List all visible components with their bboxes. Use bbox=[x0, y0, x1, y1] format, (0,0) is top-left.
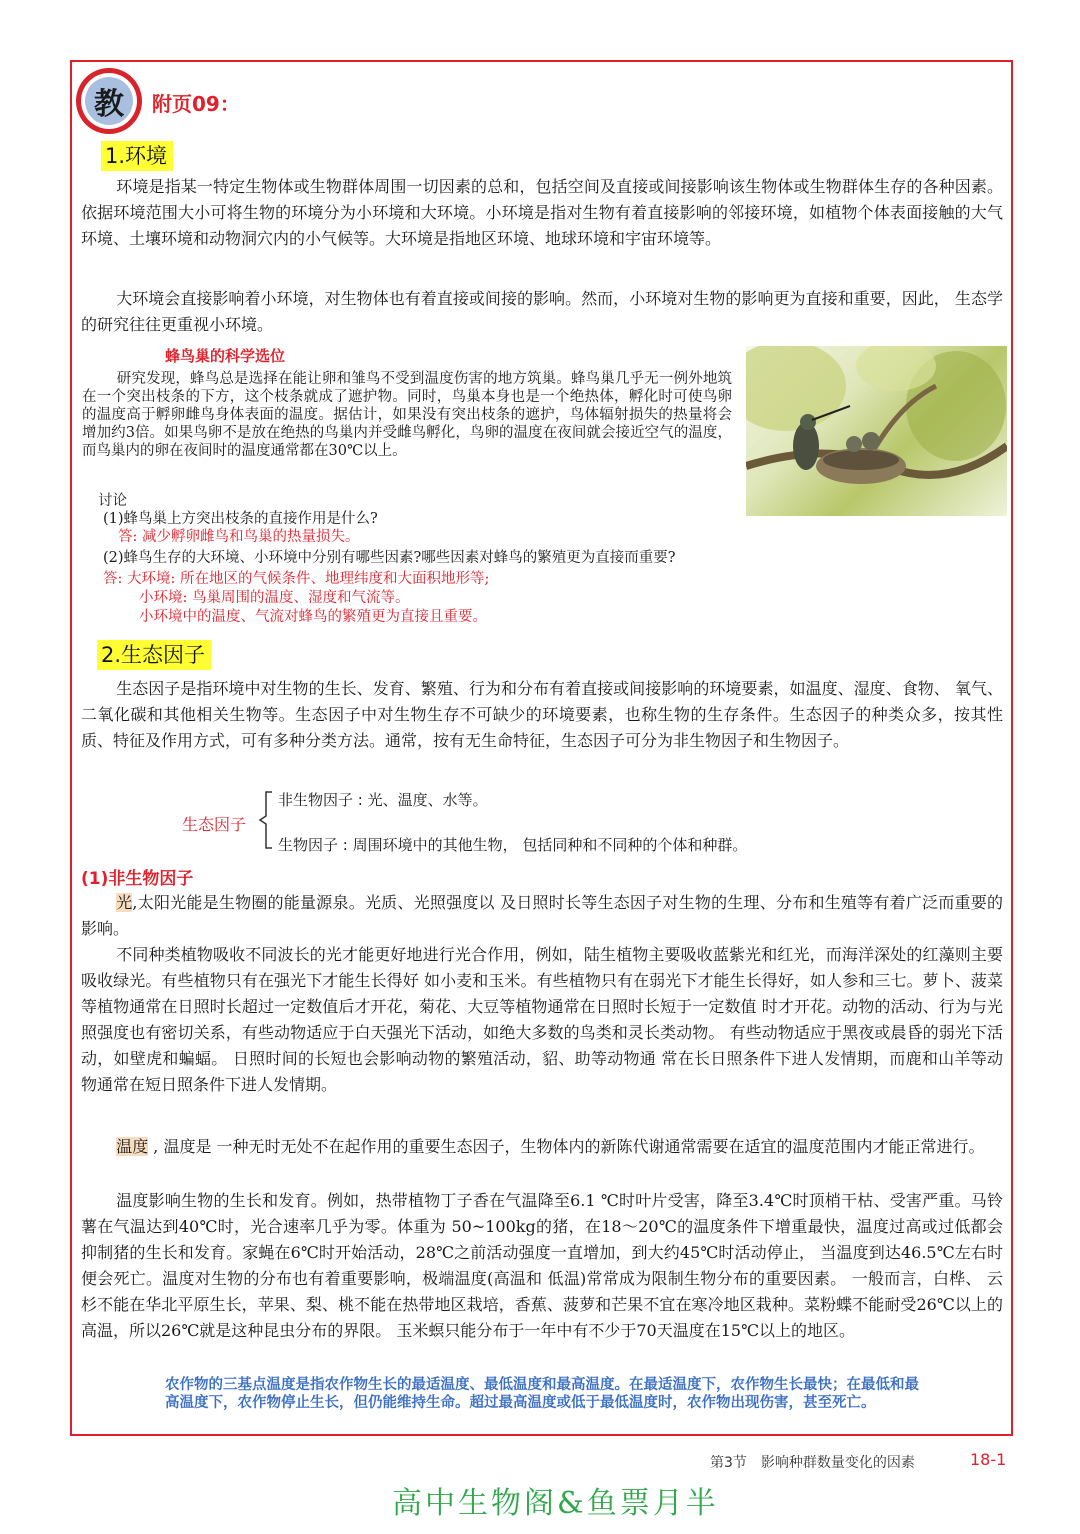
section1-paragraph2: 大环境会直接影响着小环境，对生物体也有着直接或间接的影响。然而，小环境对生物的影响更为直接和重要，因此， 生态学的研究往往更重视小环境。 bbox=[81, 289, 1003, 334]
discussion-label: 讨论 bbox=[98, 493, 127, 509]
section2-title: 2.生态因子 bbox=[97, 640, 211, 670]
light-paragraph2: 不同种类植物吸收不同波长的光才能更好地进行光合作用，例如，陆生植物主要吸收蓝紫光和红光，而海洋深处的红藻则主要吸收绿光。有些植物只有在强光下才能生长得好 如小麦和玉米。有些植物只有在弱光下才能生长得好，如人参和三七。萝卜、菠菜等植物通常在日照时长超过一定数值后才开花，菊花、大豆等植物通常在日照时长短于一定数值 时才开花。动物的活动、行为与光照强度也有密切关系，有些动物适应于白天强光下活动，如绝大多数的鸟类和灵长类动物。 有些动物适应于黑夜或晨昏的弱光下活动，如壁虎和蝙蝠。 日照时间的长短也会影响动物的繁殖活动，貂、助等动物通 常在长日照条件下进人发情期，而鹿和山羊等动物通常在短日照条件下进人发情期。 bbox=[81, 945, 1003, 1094]
question-2: (2)蜂鸟生存的大环境、小环境中分别有哪些因素?哪些因素对蜂鸟的繁殖更为直接而重要? bbox=[103, 550, 676, 566]
footer-section: 第3节 影响种群数量变化的因素 bbox=[710, 1455, 915, 1471]
eco-factor-label: 生态因子 bbox=[182, 815, 247, 834]
watermark: 高中生物阁&鱼票月半 bbox=[392, 1486, 719, 1521]
light-keyword: 光 bbox=[116, 893, 133, 912]
answer-2-line3: 小环境中的温度、气流对蜂鸟的繁殖更为直接且重要。 bbox=[139, 609, 487, 625]
section1-paragraph1: 环境是指某一特定生物体或生物群体周围一切因素的总和，包括空间及直接或间接影响该生物体或生物群体生存的各种因素。依据环境范围大小可将生物的环境分为小环境和大环境。小环境是指对生物有着直接影响的邻接环境，如植物个体表面接触的大气环境、土壤环境和动物洞穴内的小气候等。大环境是指地区环境、地球环境和宇宙环境等。 bbox=[81, 177, 1003, 248]
answer-1: 答: 减少孵卵雌鸟和鸟巢的热量损失。 bbox=[118, 529, 360, 545]
crop-temperature-note: 农作物的三基点温度是指农作物生长的最适温度、最低温度和最高温度。在最适温度下，农作物生长最快；在最低和最高温度下，农作物停止生长，但仍能维持生命。超过最高温度或低于最低温度时，农作物出现伤害，甚至死亡。 bbox=[165, 1376, 919, 1411]
answer-2-line1: 答: 大环境: 所在地区的气候条件、地理纬度和大面积地形等; bbox=[103, 571, 490, 587]
temperature-paragraph2: 温度影响生物的生长和发育。例如，热带植物丁子香在气温降至6.1 ℃时叶片受害，降至3.4℃时顶梢干枯、受害严重。马铃薯在气温达到40℃时，光合速率几乎为零。体重为 50~100kg的猪，在18～20℃的温度条件下增重最快，温度过高或过低都会抑制猪的生长和发育。家蝇在6℃时开始活动，28℃之前活动强度一直增加，到大约45℃时活动停止， 当温度到达46.5℃左右时便会死亡。温度对生物的分布也有着重要影响，极端温度(高温和 低温)常常成为限制生物分布的重要因素。 一般而言，白桦、 云杉不能在华北平原生长，苹果、梨、桃不能在热带地区栽培，香蕉、菠萝和芒果不宜在寒冷地区栽种。菜粉蝶不能耐受26℃以上的高温，所以26℃就是这种昆虫分布的界限。 玉米螟只能分布于一年中有不少于70天温度在15℃以上的地区。 bbox=[81, 1191, 1003, 1340]
page-number: 18-1 bbox=[970, 1450, 1007, 1469]
temperature-paragraph1 bbox=[81, 1134, 1003, 1160]
answer-2-line2: 小环境: 鸟巢周围的温度、湿度和气流等。 bbox=[139, 590, 410, 606]
question-1: (1)蜂鸟巢上方突出枝条的直接作用是什么? bbox=[103, 511, 378, 527]
abiotic-factor-line: 非生物因子 : 光、温度、水等。 bbox=[278, 791, 488, 809]
temperature-text: , 温度是 一种无时无处不在起作用的重要生态因子，生物体内的新陈代谢通常需要在适宜的温度范围内才能正常进行。 bbox=[148, 1137, 985, 1156]
section1-title: 1.环境 bbox=[101, 141, 173, 171]
section2-paragraph1: 生态因子是指环境中对生物的生长、发育、繁殖、行为和分布有着直接或间接影响的环境要素，如温度、湿度、食物、 氧气、二氧化碳和其他相关生物等。生态因子中对生物生存不可缺少的环境要素，也称生物的生存条件。生态因子的种类众多，按其性质、特征及作用方式，可有多种分类方法。通常，按有无生命特征，生态因子可分为非生物因子和生物因子。 bbox=[81, 679, 1003, 750]
teacher-badge bbox=[76, 68, 142, 134]
temperature-keyword: 温度 bbox=[116, 1137, 149, 1156]
hummingbird-text: 研究发现，蜂鸟总是选择在能让卵和雏鸟不受到温度伤害的地方筑巢。蜂鸟巢几乎无一例外地筑在一个突出枝条的下方，这个枝条就成了遮护物。同时，鸟巢本身也是一个绝热体，孵化时可使鸟卵的温度高于孵卵雌鸟身体表面的温度。据估计，如果没有突出枝条的遮护，鸟体辐射损失的热量将会增加约3倍。如果鸟卵不是放在绝热的鸟巢内并受雌鸟孵化，鸟卵的温度在夜间就会接近空气的温度，而鸟巢内的卵在夜间时的温度通常都在30℃以上。 bbox=[82, 371, 732, 459]
light-text: ,太阳光能是生物圈的能量源泉。光质、光照强度以 及日照时长等生态因子对生物的生理、分布和生殖等有着广泛而重要的影响。 bbox=[81, 893, 1003, 938]
badge-char: 教 bbox=[85, 77, 133, 125]
hummingbird-photo bbox=[746, 346, 1007, 516]
brace-icon bbox=[258, 790, 274, 850]
hummingbird-title: 蜂鸟巢的科学选位 bbox=[165, 347, 286, 365]
appendix-label: 附页09： bbox=[152, 92, 240, 116]
abiotic-subheading: (1)非生物因子 bbox=[81, 869, 194, 889]
light-paragraph1 bbox=[81, 890, 1003, 942]
biotic-factor-line: 生物因子 : 周围环境中的其他生物， 包括同种和不同种的个体和种群。 bbox=[278, 836, 748, 854]
